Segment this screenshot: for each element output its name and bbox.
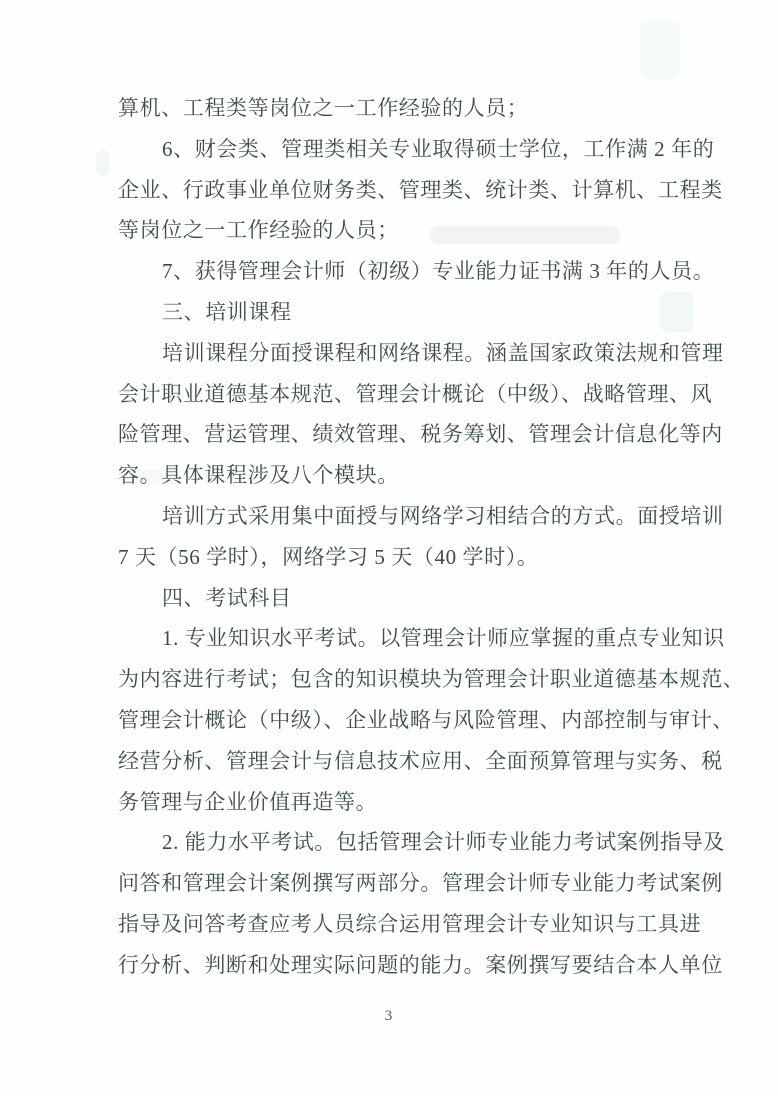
doc-line: 6、财会类、管理类相关专业取得硕士学位，工作满 2 年的 xyxy=(162,136,715,161)
section-heading-training-courses: 三、培训课程 xyxy=(162,299,292,324)
doc-line: 为内容进行考试；包含的知识模块为管理会计职业道德基本规范、 xyxy=(118,667,745,692)
doc-line: 2. 能力水平考试。包括管理会计师专业能力考试案例指导及 xyxy=(162,830,725,855)
doc-line: 险管理、营运管理、绩效管理、税务筹划、管理会计信息化等内 xyxy=(118,422,723,447)
section-heading-exam-subjects: 四、考试科目 xyxy=(162,585,292,610)
doc-line: 会计职业道德基本规范、管理会计概论（中级）、战略管理、风 xyxy=(118,381,713,406)
doc-line: 7 天（56 学时），网络学习 5 天（40 学时）。 xyxy=(118,544,539,569)
doc-line: 行分析、判断和处理实际问题的能力。案例撰写要结合本人单位 xyxy=(118,952,723,977)
doc-line: 务管理与企业价值再造等。 xyxy=(118,789,378,814)
doc-line: 培训方式采用集中面授与网络学习相结合的方式。面授培训 xyxy=(162,503,724,528)
scan-artifact xyxy=(640,20,680,80)
doc-line: 经营分析、管理会计与信息技术应用、全面预算管理与实务、税 xyxy=(118,748,723,773)
doc-line: 管理会计概论（中级）、企业战略与风险管理、内部控制与审计、 xyxy=(118,707,734,732)
doc-line: 算机、工程类等岗位之一工作经验的人员； xyxy=(118,96,529,120)
doc-line: 1. 专业知识水平考试。以管理会计师应掌握的重点专业知识 xyxy=(162,626,725,651)
doc-line: 问答和管理会计案例撰写两部分。管理会计师专业能力考试案例 xyxy=(118,871,723,896)
doc-line: 培训课程分面授课程和网络课程。涵盖国家政策法规和管理 xyxy=(162,340,724,365)
page-number: 3 xyxy=(384,1008,394,1024)
doc-line: 7、获得管理会计师（初级）专业能力证书满 3 年的人员。 xyxy=(162,259,715,284)
doc-line: 指导及问答考查应考人员综合运用管理会计专业知识与工具进 xyxy=(118,911,702,936)
doc-line: 等岗位之一工作经验的人员； xyxy=(118,218,399,243)
doc-line: 企业、行政事业单位财务类、管理类、统计类、计算机、工程类 xyxy=(118,177,723,202)
scan-artifact xyxy=(96,150,110,176)
document-body xyxy=(118,88,745,986)
doc-line: 容。具体课程涉及八个模块。 xyxy=(118,463,399,488)
